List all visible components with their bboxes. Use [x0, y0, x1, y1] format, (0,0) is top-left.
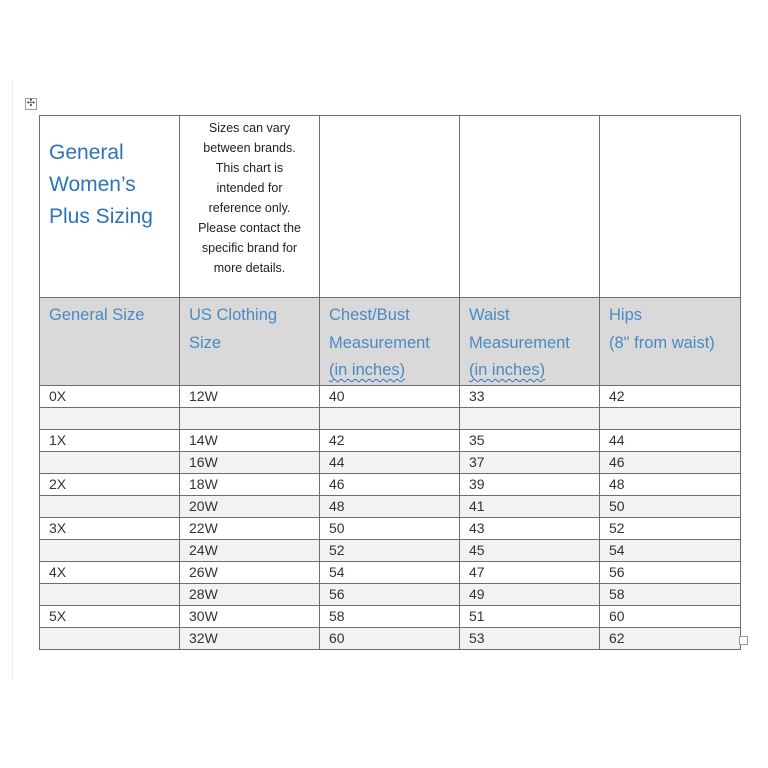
- cell-us: [180, 407, 320, 429]
- table-row: [40, 385, 741, 407]
- cell-us: 12W: [180, 385, 320, 407]
- cell-chest: 54: [320, 561, 460, 583]
- header-general-size: [40, 298, 180, 386]
- note-line: reference only.: [208, 201, 291, 215]
- table-move-handle-icon[interactable]: ✣: [26, 98, 36, 109]
- header-waist: [460, 298, 600, 386]
- note-line: more details.: [213, 261, 286, 275]
- header-chest: [320, 298, 460, 386]
- table-row: [40, 605, 741, 627]
- cell-waist: 43: [460, 517, 600, 539]
- disclaimer-note: [180, 116, 320, 298]
- cell-waist: 45: [460, 539, 600, 561]
- table-row: [40, 517, 741, 539]
- cell-hips: 50: [600, 495, 741, 517]
- note-line: specific brand for: [201, 241, 298, 255]
- cell-hips: 44: [600, 429, 741, 451]
- header-label: (in inches): [469, 361, 546, 379]
- cell-chest: [320, 407, 460, 429]
- cell-chest: 44: [320, 451, 460, 473]
- cell-general: 4X: [40, 561, 180, 583]
- cell-waist: 39: [460, 473, 600, 495]
- cell-waist: 33: [460, 385, 600, 407]
- cell-general: 1X: [40, 429, 180, 451]
- cell-waist: 51: [460, 605, 600, 627]
- size-chart-table: [39, 115, 741, 650]
- header-label: Size: [189, 333, 222, 352]
- cell-chest: 48: [320, 495, 460, 517]
- table-row: [40, 407, 741, 429]
- header-label: Chest/Bust: [329, 306, 410, 324]
- header-label: (in inches): [329, 361, 406, 379]
- table-resize-handle-icon[interactable]: [739, 636, 748, 645]
- note-line: intended for: [216, 181, 283, 195]
- note-line: This chart is: [215, 161, 284, 175]
- header-label: Hips: [609, 306, 643, 324]
- cell-chest: 56: [320, 583, 460, 605]
- table-row: [40, 429, 741, 451]
- header-label: (8" from waist): [609, 333, 715, 352]
- empty-cell: [460, 116, 600, 298]
- cell-general: [40, 627, 180, 649]
- cell-us: 16W: [180, 451, 320, 473]
- header-label: Measurement: [329, 333, 430, 352]
- cell-general: 3X: [40, 517, 180, 539]
- title-line: General: [49, 141, 124, 164]
- cell-us: 30W: [180, 605, 320, 627]
- cell-us: 18W: [180, 473, 320, 495]
- cell-us: 32W: [180, 627, 320, 649]
- header-label: Waist: [469, 306, 510, 324]
- empty-cell: [320, 116, 460, 298]
- cell-us: 22W: [180, 517, 320, 539]
- cell-general: [40, 583, 180, 605]
- note-line: between brands.: [203, 141, 296, 155]
- title-line: Plus Sizing: [49, 205, 153, 228]
- cell-waist: 41: [460, 495, 600, 517]
- cell-hips: 60: [600, 605, 741, 627]
- cell-hips: 52: [600, 517, 741, 539]
- header-label: Measurement: [469, 333, 570, 352]
- cell-general: 5X: [40, 605, 180, 627]
- cell-general: [40, 539, 180, 561]
- cell-hips: 56: [600, 561, 741, 583]
- chart-title: [40, 116, 180, 298]
- note-line: Sizes can vary: [208, 121, 291, 135]
- cell-hips: 48: [600, 473, 741, 495]
- cell-hips: 54: [600, 539, 741, 561]
- cell-hips: 62: [600, 627, 741, 649]
- cell-us: 26W: [180, 561, 320, 583]
- cell-us: 14W: [180, 429, 320, 451]
- cell-general: 0X: [40, 385, 180, 407]
- cell-general: [40, 451, 180, 473]
- header-label: General Size: [49, 306, 145, 324]
- table-row: [40, 539, 741, 561]
- header-row: [40, 298, 741, 386]
- title-row: [40, 116, 741, 298]
- cell-general: [40, 407, 180, 429]
- cell-hips: 46: [600, 451, 741, 473]
- cell-hips: 42: [600, 385, 741, 407]
- title-line: Women’s: [49, 173, 136, 196]
- cell-hips: [600, 407, 741, 429]
- cell-us: 20W: [180, 495, 320, 517]
- cell-general: 2X: [40, 473, 180, 495]
- cell-waist: 37: [460, 451, 600, 473]
- header-hips: [600, 298, 741, 386]
- cell-waist: 49: [460, 583, 600, 605]
- table-row: [40, 451, 741, 473]
- table-row: [40, 495, 741, 517]
- cell-us: 28W: [180, 583, 320, 605]
- cell-general: [40, 495, 180, 517]
- note-line: Please contact the: [198, 221, 301, 235]
- empty-cell: [600, 116, 741, 298]
- cell-waist: 47: [460, 561, 600, 583]
- cell-chest: 52: [320, 539, 460, 561]
- cell-us: 24W: [180, 539, 320, 561]
- table-row: [40, 561, 741, 583]
- cell-hips: 58: [600, 583, 741, 605]
- header-us-size: [180, 298, 320, 386]
- cell-waist: 35: [460, 429, 600, 451]
- table-row: [40, 473, 741, 495]
- header-label: US Clothing: [189, 306, 278, 324]
- table-row: [40, 627, 741, 649]
- cell-chest: 50: [320, 517, 460, 539]
- cell-waist: 53: [460, 627, 600, 649]
- table-row: [40, 583, 741, 605]
- cell-chest: 46: [320, 473, 460, 495]
- cell-waist: [460, 407, 600, 429]
- cell-chest: 42: [320, 429, 460, 451]
- cell-chest: 40: [320, 385, 460, 407]
- cell-chest: 58: [320, 605, 460, 627]
- table-body: [40, 385, 741, 649]
- cell-chest: 60: [320, 627, 460, 649]
